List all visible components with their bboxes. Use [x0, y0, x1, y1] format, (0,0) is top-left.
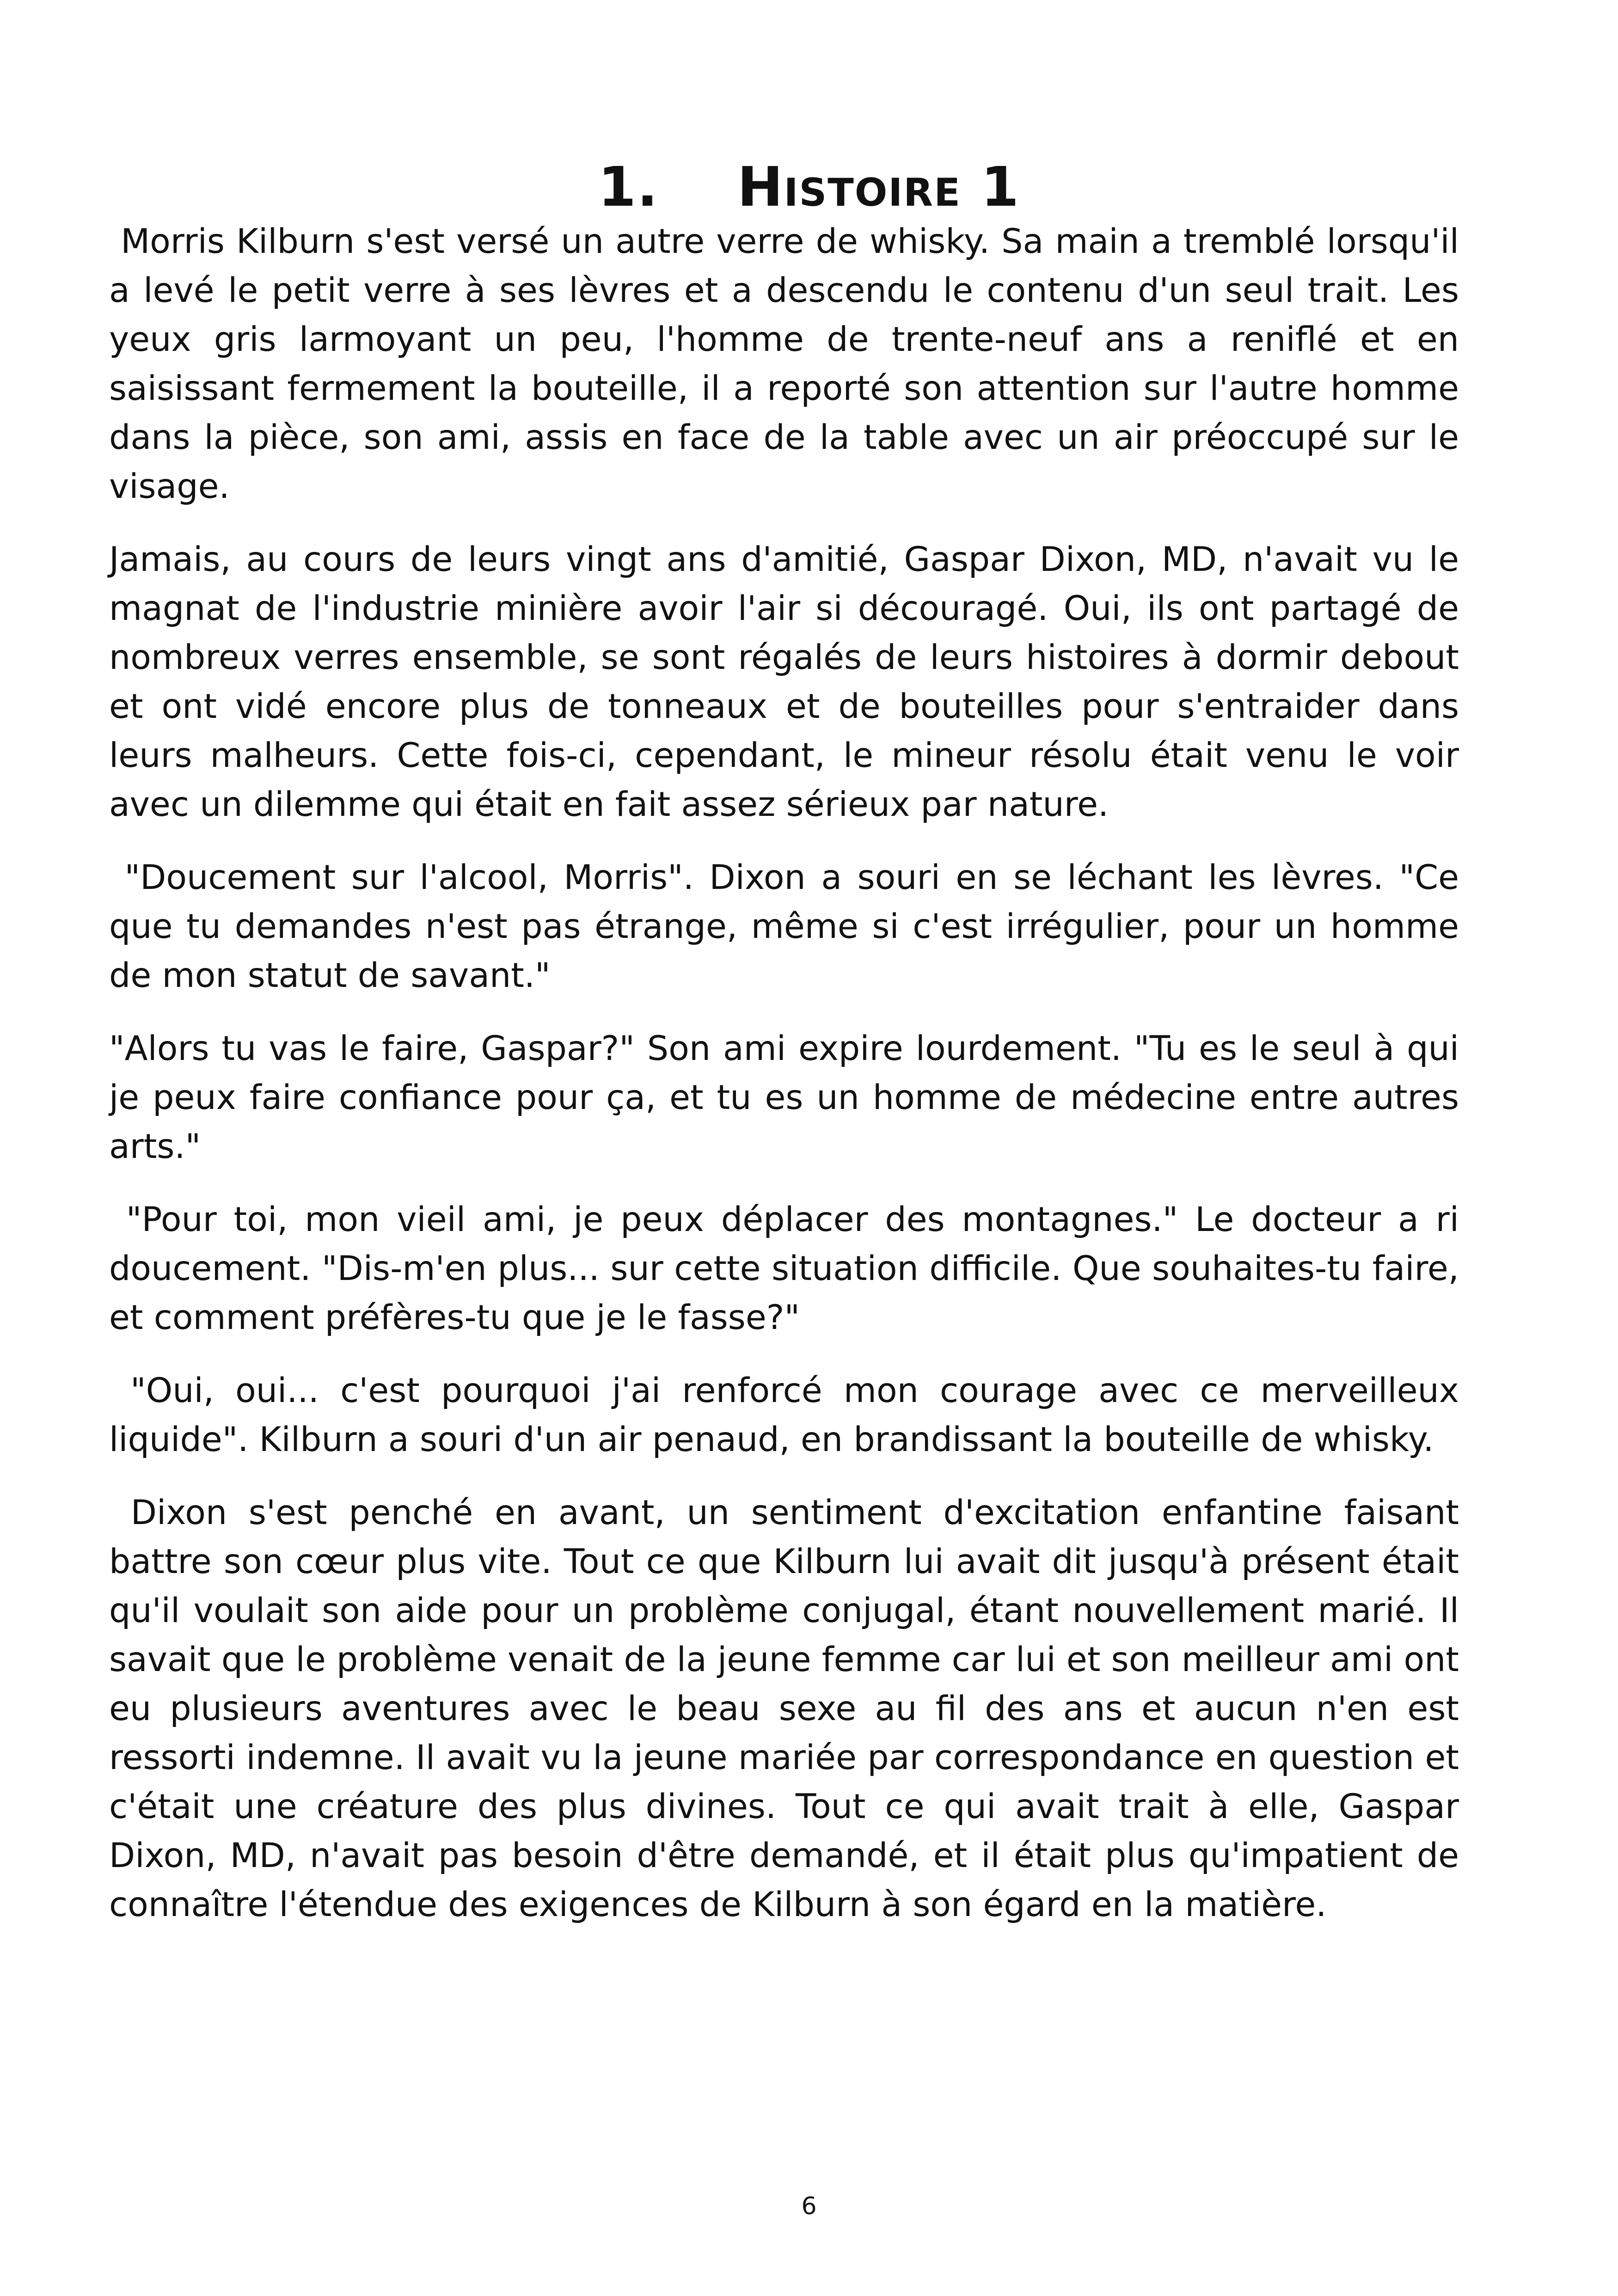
- body-text: [109, 217, 1470, 1953]
- page-number: 6: [801, 2192, 817, 2220]
- paragraph: "Alors tu vas le faire, Gaspar?" Son ami expire lourdement. "Tu es le seul à qui je peux faire confiance pour ça, et tu es un homme de médecine entre autres arts.": [109, 1029, 1470, 1166]
- paragraph: Morris Kilburn s'est versé un autre verre de whisky. Sa main a tremblé lorsqu'il a levé le petit verre à ses lèvres et a descendu le contenu d'un seul trait. Les yeux gris larmoyant un peu, l'homme de trente-neuf ans a reniflé et en saisissant fermement la bouteille, il a reporté son attention sur l'autre homme dans la pièce, son ami, assis en face de la table avec un air préoccupé sur le visage.: [109, 222, 1470, 506]
- paragraph: "Oui, oui... c'est pourquoi j'ai renforcé mon courage avec ce merveilleux liquide". Kilburn a souri d'un air penaud, en brandissant la bouteille de whisky.: [109, 1371, 1470, 1459]
- chapter-heading: [0, 152, 1618, 221]
- paragraph: Dixon s'est penché en avant, un sentiment d'excitation enfantine faisant battre son cœur plus vite. Tout ce que Kilburn lui avait dit jusqu'à présent était qu'il voulait son aide pour un problème conjugal, étant nouvellement marié. Il savait que le problème venait de la jeune femme car lui et son meilleur ami ont eu plusieurs aventures avec le beau sexe au fil des ans et aucun n'en est ressorti indemne. Il avait vu la jeune mariée par correspondance en question et c'était une créature des plus divines. Tout ce qui avait trait à elle, Gaspar Dixon, MD, n'avait pas besoin d'être demandé, et il était plus qu'impatient de connaître l'étendue des exigences de Kilburn à son égard en la matière.: [109, 1493, 1470, 1924]
- paragraph: "Pour toi, mon vieil ami, je peux déplacer des montagnes." Le docteur a ri doucement. "Dis-m'en plus... sur cette situation difficile. Que souhaites-tu faire, et comment préfères-tu que je le fasse?": [109, 1200, 1470, 1337]
- chapter-number: 1.: [598, 155, 659, 219]
- paragraph: "Doucement sur l'alcool, Morris". Dixon a souri en se léchant les lèvres. "Ce que tu demandes n'est pas étrange, même si c'est irrégulier, pour un homme de mon statut de savant.": [109, 858, 1470, 995]
- paragraph: Jamais, au cours de leurs vingt ans d'amitié, Gaspar Dixon, MD, n'avait vu le magnat de l'industrie minière avoir l'air si découragé. Oui, ils ont partagé de nombreux verres ensemble, se sont régalés de leurs histoires à dormir debout et ont vidé encore plus de tonneaux et de bouteilles pour s'entraider dans leurs malheurs. Cette fois-ci, cependant, le mineur résolu était venu le voir avec un dilemme qui était en fait assez sérieux par nature.: [109, 540, 1470, 824]
- chapter-title: Histoire 1: [737, 155, 1020, 219]
